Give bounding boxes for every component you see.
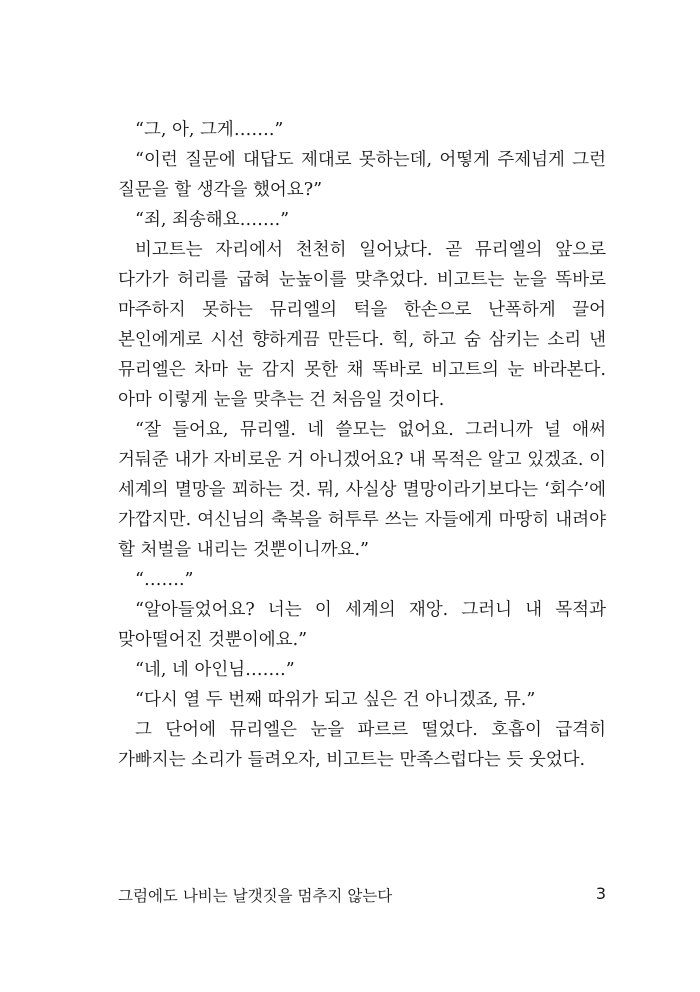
paragraph: “알아들었어요? 너는 이 세계의 재앙. 그러니 내 목적과 맞아떨어진 것뿐이에요.” [118,600,606,650]
paragraph: 비고트는 자리에서 천천히 일어났다. 곧 뮤리엘의 앞으로 다가가 허리를 굽혀 눈높이를 맞추었다. 비고트는 눈을 똑바로 마주하지 못하는 뮤리엘의 턱을 한손으로 난폭하게 끌어 본인에게로 시선 향하게끔 만든다. 힉, 하고 숨 삼키는 소리 낸 뮤리엘은 차마 눈 감지 못한 채 똑바로 비고트의 눈 바라본다. 아마 이렇게 눈을 맞추는 건 처음일 것이다. [118,240,606,410]
paragraph: “이런 질문에 대답도 제대로 못하는데, 어떻게 주제넘게 그런 질문을 할 생각을 했어요?” [118,150,606,200]
paragraph: “죄, 죄송해요…….” [135,210,290,230]
page-number: 3 [595,884,606,903]
paragraph: “그, 아, 그게…….” [135,120,284,140]
body-text [118,115,606,775]
footer-book-title: 그럼에도 나비는 날갯짓을 멈추지 않는다 [118,887,393,905]
paragraph: 그 단어에 뮤리엘은 눈을 파르르 떨었다. 호흡이 급격히 가빠지는 소리가 들려오자, 비고트는 만족스럽다는 듯 웃었다. [118,720,606,770]
paragraph: “다시 열 두 번째 따위가 되고 싶은 건 아니겠죠, 뮤.” [135,690,536,710]
paragraph: “…….” [135,570,194,590]
paragraph: “네, 네 아인님…….” [135,660,295,680]
paragraph: “잘 들어요, 뮤리엘. 네 쓸모는 없어요. 그러니까 널 애써 거둬준 내가 자비로운 거 아니겠어요? 내 목적은 알고 있겠죠. 이 세계의 멸망을 꾀하는 것. 뭐, 사실상 멸망이라기보다는 ‘회수’에 가깝지만. 여신님의 축복을 허투루 쓰는 자들에게 마땅히 내려야 할 처벌을 내리는 것뿐이니까요.” [118,420,606,560]
